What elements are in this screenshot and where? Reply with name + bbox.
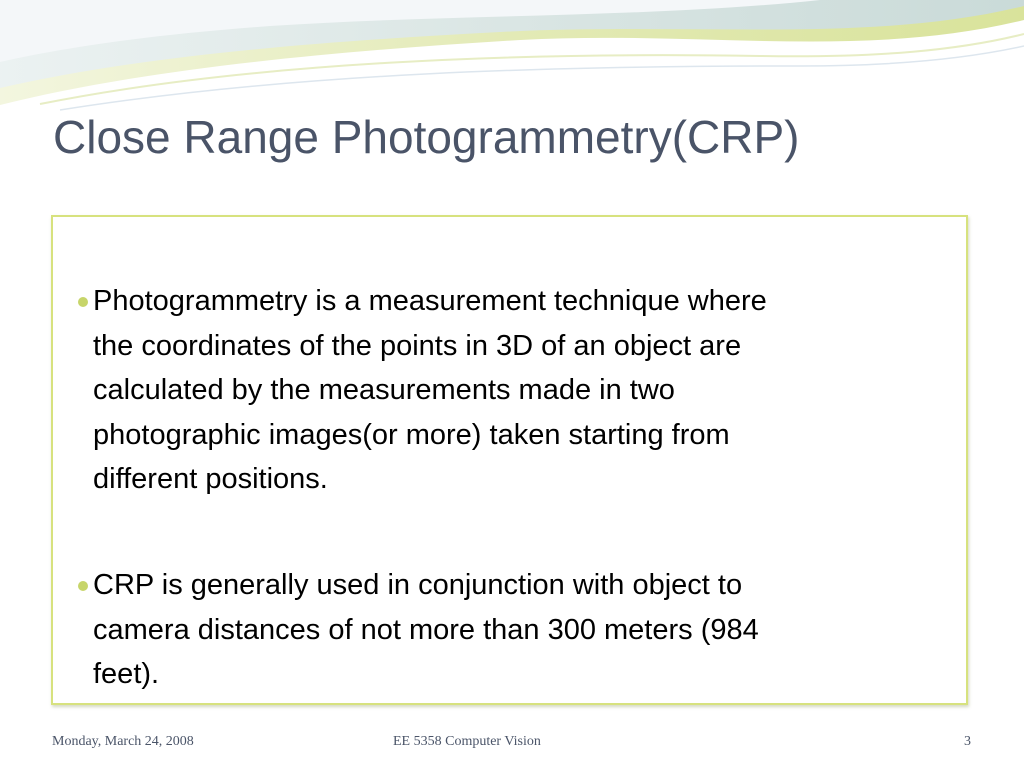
slide-title: Close Range Photogrammetry(CRP) — [53, 111, 800, 163]
bullet-dot-icon — [78, 297, 88, 307]
bullet-text: CRP is generally used in conjunction with object to camera distances of not more than 300 meters (984 feet). — [93, 569, 759, 690]
footer-date: Monday, March 24, 2008 — [52, 734, 194, 749]
bullet-item — [93, 279, 953, 502]
bullet-text: Photogrammetry is a measurement technique where the coordinates of the points in 3D of an object are calculated by the measurements made in two photographic images(or more) taken starting from different positions. — [93, 285, 767, 495]
bullet-item — [93, 563, 953, 697]
header-wave-decoration — [0, 0, 1024, 120]
content-box — [51, 215, 968, 705]
footer-course-title: EE 5358 Computer Vision — [393, 734, 541, 749]
bullet-dot-icon — [78, 581, 88, 591]
slide-number: 3 — [964, 734, 971, 749]
